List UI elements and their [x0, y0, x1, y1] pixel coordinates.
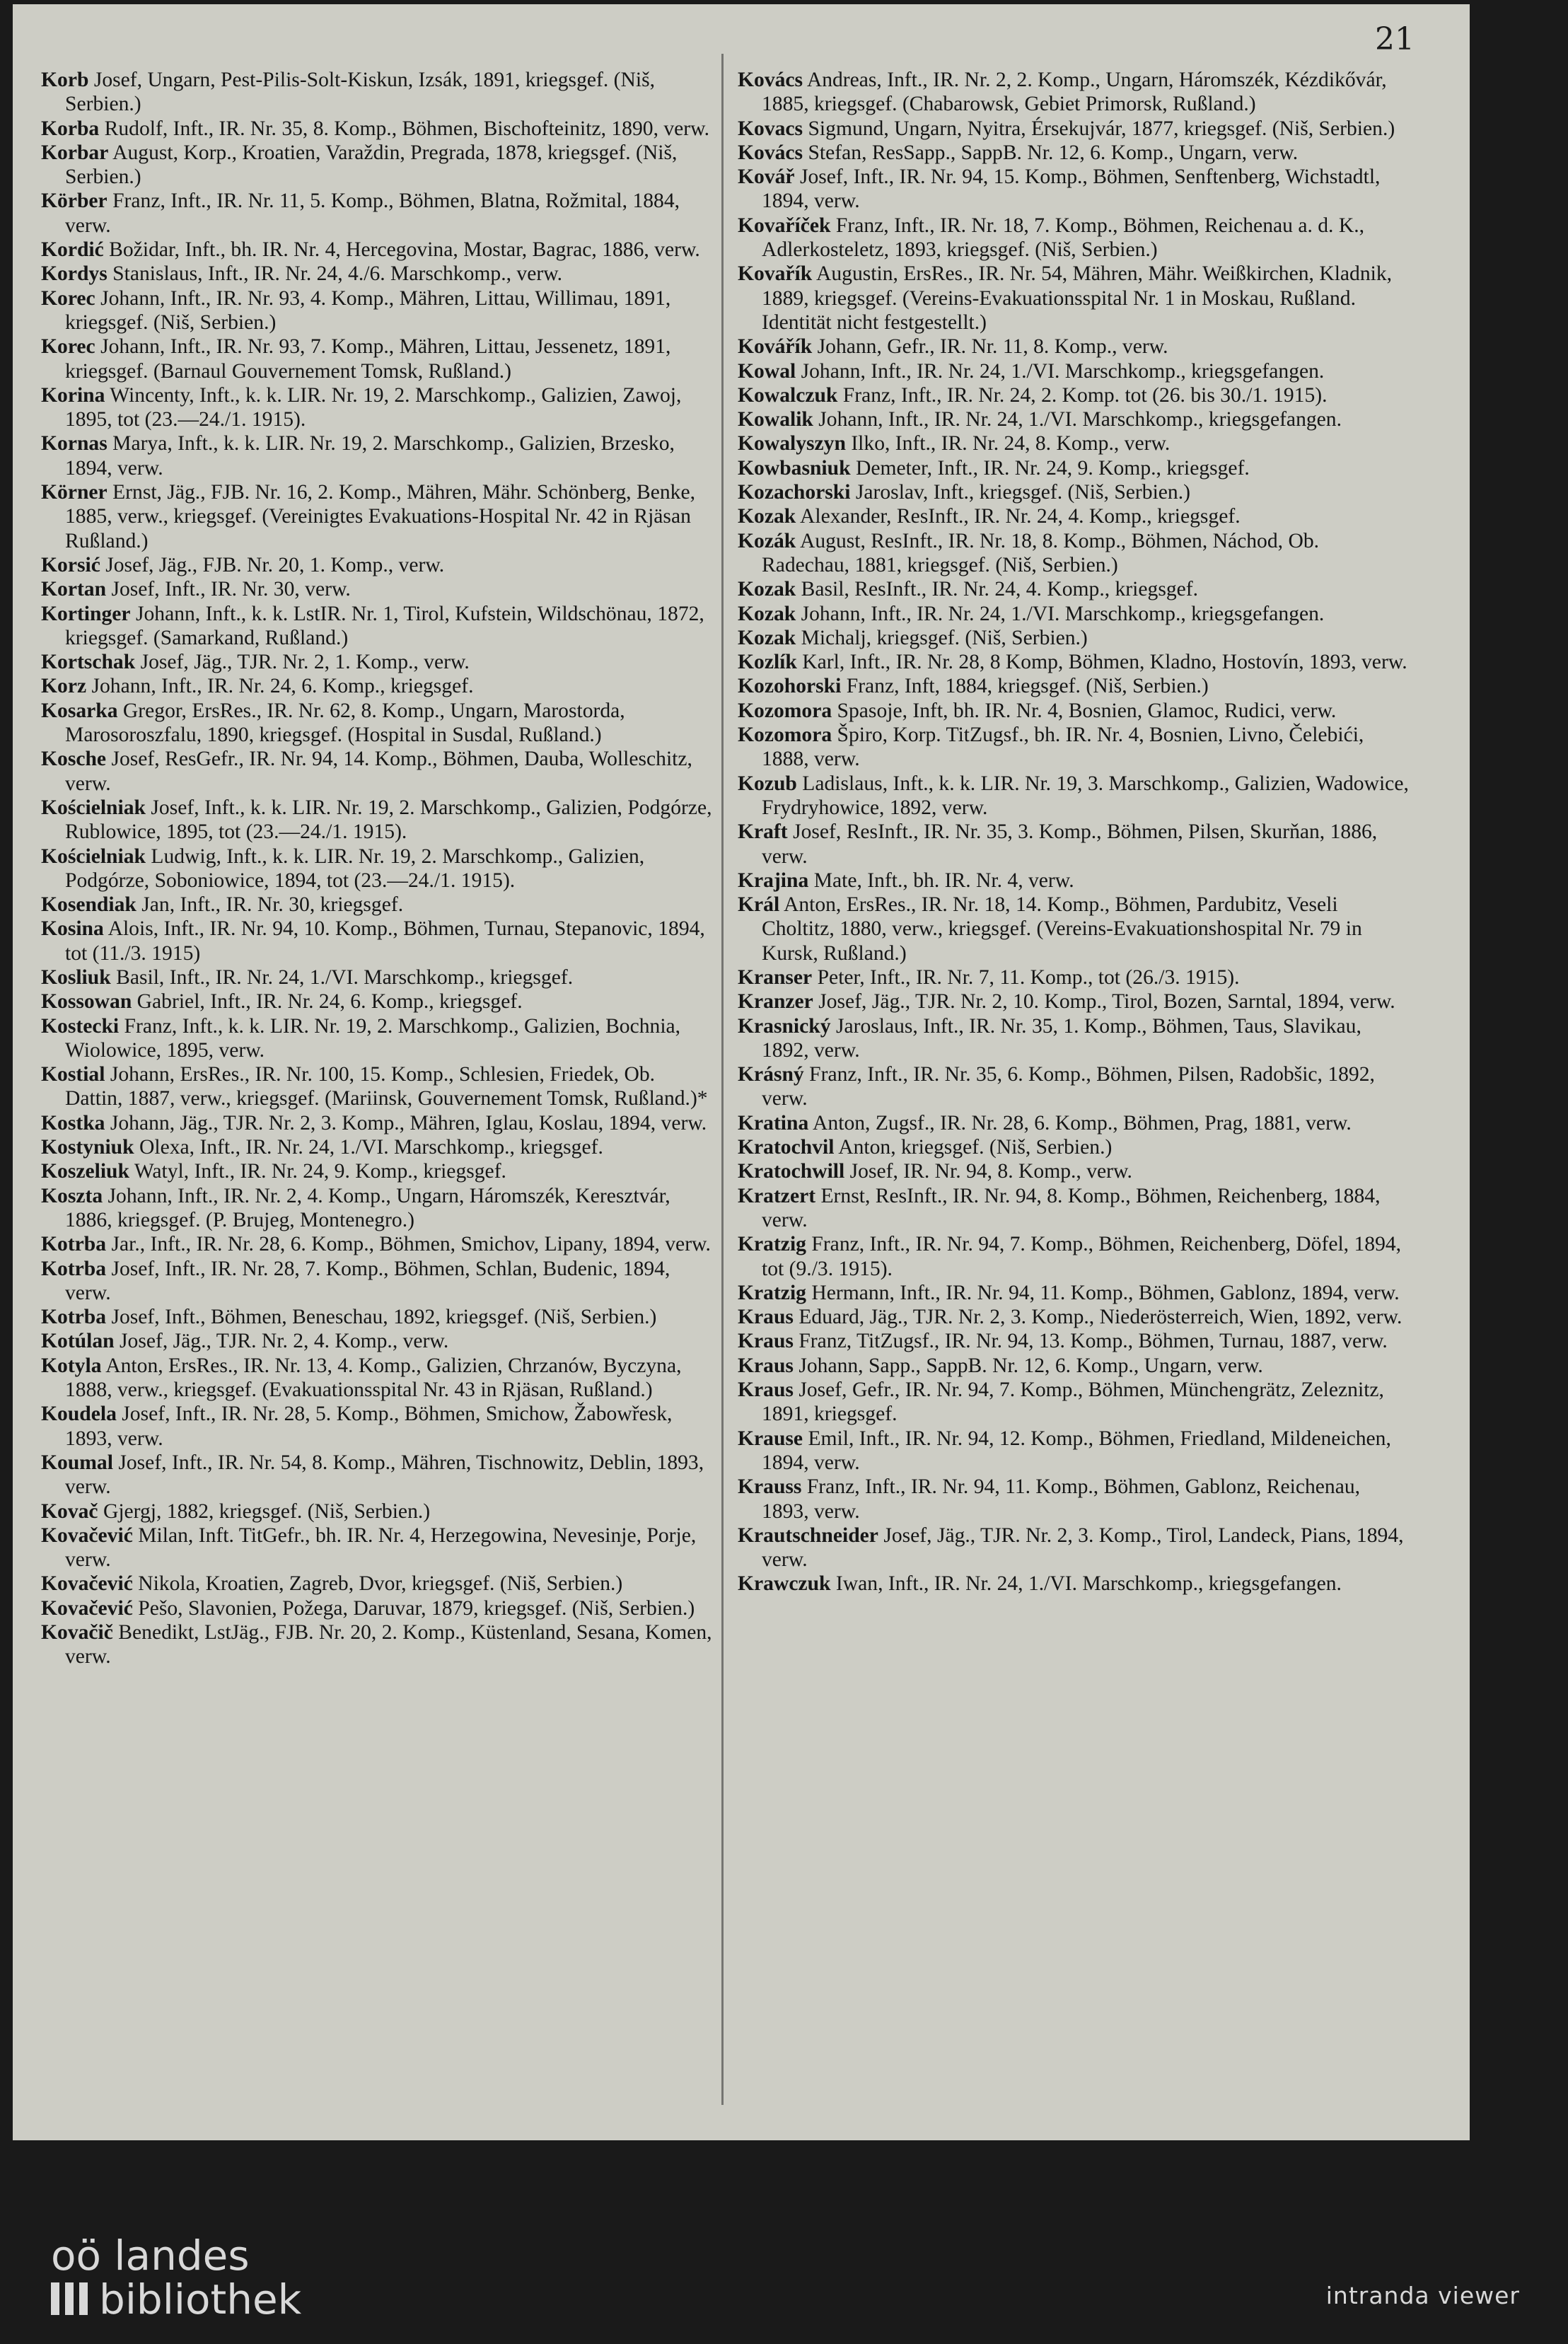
- entry-surname: Kraus: [738, 1379, 794, 1402]
- entry-details: Eduard, Jäg., TJR. Nr. 2, 3. Komp., Niederösterreich, Wien, 1892, verw.: [793, 1306, 1403, 1329]
- right-column: [738, 68, 1410, 1596]
- register-entry: [738, 577, 1410, 601]
- register-entry: [41, 1402, 713, 1451]
- library-logo[interactable]: [51, 2234, 301, 2321]
- entry-details: Ernst, ResInft., IR. Nr. 94, 8. Komp., Böhmen, Reichenberg, 1884, verw.: [762, 1184, 1381, 1231]
- entry-surname: Kotrba: [41, 1306, 107, 1329]
- entry-surname: Kowalik: [738, 408, 813, 431]
- entry-surname: Kosina: [41, 917, 104, 941]
- entry-surname: Kovačević: [41, 1596, 133, 1620]
- entry-surname: Kratochvil: [738, 1136, 835, 1159]
- entry-surname: Korec: [41, 286, 95, 310]
- entry-surname: Krawczuk: [738, 1572, 831, 1596]
- entry-details: Basil, ResInft., IR. Nr. 24, 4. Komp., kriegsgef.: [796, 578, 1199, 601]
- register-entry: [738, 1014, 1410, 1063]
- entry-details: Jar., Inft., IR. Nr. 28, 6. Komp., Böhmen, Smichov, Lipany, 1894, verw.: [106, 1233, 711, 1256]
- entry-surname: Kosarka: [41, 699, 118, 722]
- entry-surname: Kovačič: [41, 1621, 113, 1644]
- entry-surname: Kostyniuk: [41, 1136, 134, 1159]
- entry-details: Johann, Sapp., SappB. Nr. 12, 6. Komp., Ungarn, verw.: [793, 1354, 1263, 1377]
- register-entry: [738, 480, 1410, 504]
- entry-surname: Kordys: [41, 262, 108, 286]
- entry-surname: Kozomora: [738, 724, 832, 747]
- register-entry: [738, 1572, 1410, 1596]
- entry-details: Jaroslav, Inft., kriegsgef. (Niš, Serbien.): [850, 481, 1190, 504]
- register-entry: [41, 1354, 713, 1403]
- entry-details: Alexander, ResInft., IR. Nr. 24, 4. Komp., kriegsgef.: [796, 505, 1241, 528]
- entry-details: Anton, ErsRes., IR. Nr. 18, 14. Komp., Böhmen, Pardubitz, Veseli Choltitz, 1880, verw., kriegsgef. (Vereins-Evakuationshospital Nr. 79 in Kursk, Rußland.): [762, 893, 1362, 965]
- register-entry: [738, 699, 1410, 723]
- entry-details: Johann, Inft., IR. Nr. 24, 1./VI. Marschkomp., kriegsgefangen.: [813, 408, 1342, 431]
- entry-surname: Kozachorski: [738, 481, 851, 504]
- entry-surname: Kosliuk: [41, 965, 111, 989]
- register-entry: [738, 1524, 1410, 1572]
- entry-surname: Kortan: [41, 578, 107, 601]
- entry-details: Milan, Inft. TitGefr., bh. IR. Nr. 4, Herzegowina, Nevesinje, Porje, verw.: [65, 1524, 697, 1572]
- entry-surname: Kościelniak: [41, 796, 146, 819]
- left-column: [41, 68, 713, 1669]
- register-entry: [738, 869, 1410, 893]
- logo-bars-icon: [51, 2282, 93, 2315]
- register-entry: [41, 577, 713, 601]
- register-entry: [738, 1427, 1410, 1475]
- entry-surname: Kowalczuk: [738, 383, 838, 407]
- entry-details: Franz, Inft, 1884, kriegsgef. (Niš, Serbien.): [841, 675, 1209, 698]
- entry-details: Augustin, ErsRes., IR. Nr. 54, Mähren, Mähr. Weißkirchen, Kladnik, 1889, kriegsgef. (Vereins-Evakuationsspital Nr. 1 in Moskau, Rußland. Identität nicht festgestellt.): [762, 262, 1393, 334]
- register-entry: [738, 165, 1410, 214]
- register-entry: [41, 1014, 713, 1063]
- entry-details: Mate, Inft., bh. IR. Nr. 4, verw.: [808, 869, 1074, 892]
- entry-surname: Kraus: [738, 1330, 794, 1353]
- entry-surname: Kornas: [41, 432, 108, 456]
- register-entry: [41, 796, 713, 845]
- entry-surname: Kovács: [738, 69, 803, 91]
- entry-details: Josef, Inft., IR. Nr. 28, 5. Komp., Böhmen, Smichow, Žabowřesk, 1893, verw.: [65, 1403, 673, 1450]
- entry-surname: Kostecki: [41, 1014, 120, 1038]
- entry-details: Ludwig, Inft., k. k. LIR. Nr. 19, 2. Marschkomp., Galizien, Podgórze, Soboniowice, 1894, tot (23.—24./1. 1915).: [65, 845, 645, 892]
- register-entry: [41, 189, 713, 238]
- entry-surname: Korba: [41, 117, 100, 140]
- entry-surname: Koumal: [41, 1451, 113, 1474]
- entry-details: Johann, ErsRes., IR. Nr. 100, 15. Komp., Schlesien, Friedek, Ob. Dattin, 1887, verw., kriegsgef. (Mariinsk, Gouvernement Tomsk, Rußland.)*: [65, 1063, 708, 1110]
- entry-details: Josef, Inft., IR. Nr. 54, 8. Komp., Mähren, Tischnowitz, Deblin, 1893, verw.: [65, 1451, 704, 1499]
- entry-details: August, ResInft., IR. Nr. 18, 8. Komp., Böhmen, Náchod, Ob. Radechau, 1881, kriegsgef. (Niš, Serbien.): [762, 529, 1320, 576]
- register-entry: [41, 1329, 713, 1353]
- entry-details: Benedikt, LstJäg., FJB. Nr. 20, 2. Komp., Küstenland, Sesana, Komen, verw.: [65, 1621, 712, 1669]
- entry-details: Andreas, Inft., IR. Nr. 2, 2. Komp., Ungarn, Háromszék, Kézdikővár, 1885, kriegsgef. (Chabarowsk, Gebiet Primorsk, Rußland.): [762, 69, 1387, 116]
- entry-details: Josef, Jäg., TJR. Nr. 2, 10. Komp., Tirol, Bozen, Sarntal, 1894, verw.: [813, 990, 1395, 1014]
- register-entry: [738, 1329, 1410, 1353]
- entry-surname: Korbar: [41, 141, 109, 164]
- entry-details: Božidar, Inft., bh. IR. Nr. 4, Hercegovina, Mostar, Bagrac, 1886, verw.: [103, 238, 700, 262]
- register-entry: [41, 1596, 713, 1620]
- entry-details: Špiro, Korp. TitZugsf., bh. IR. Nr. 4, Bosnien, Livno, Čelebići, 1888, verw.: [762, 724, 1364, 771]
- register-entry: [41, 917, 713, 965]
- entry-surname: Krauss: [738, 1475, 802, 1499]
- entry-details: Franz, Inft., IR. Nr. 11, 5. Komp., Böhmen, Blatna, Rožmital, 1884, verw.: [65, 190, 680, 237]
- entry-details: Josef, Jäg., TJR. Nr. 2, 3. Komp., Tirol, Landeck, Pians, 1894, verw.: [762, 1524, 1404, 1572]
- register-entry: [738, 893, 1410, 965]
- entry-details: Franz, Inft., IR. Nr. 94, 7. Komp., Böhmen, Reichenberg, Döfel, 1894, tot (9./3. 1915).: [762, 1233, 1402, 1280]
- register-entry: [41, 699, 713, 748]
- entry-surname: Kosche: [41, 748, 107, 771]
- entry-details: Stefan, ResSapp., SappB. Nr. 12, 6. Komp., Ungarn, verw.: [803, 141, 1299, 164]
- entry-details: Anton, ErsRes., IR. Nr. 13, 4. Komp., Galizien, Chrzanów, Byczyna, 1888, verw., kriegsgef. (Evakuationsspital Nr. 43 in Rjäsan, Rußland.): [65, 1354, 682, 1402]
- entry-details: Josef, Jäg., FJB. Nr. 20, 1. Komp., verw.: [100, 553, 445, 576]
- entry-surname: Kraus: [738, 1354, 794, 1377]
- entry-details: Josef, Inft., IR. Nr. 30, verw.: [106, 578, 351, 601]
- register-entry: [738, 214, 1410, 262]
- entry-surname: Kraft: [738, 820, 788, 844]
- entry-surname: Kortschak: [41, 651, 136, 674]
- entry-surname: Kordić: [41, 238, 104, 262]
- scanned-page: [13, 4, 1470, 2140]
- entry-surname: Kovačević: [41, 1572, 133, 1596]
- register-entry: [41, 431, 713, 480]
- entry-surname: Koszeliuk: [41, 1160, 129, 1183]
- entry-surname: Kovács: [738, 141, 803, 164]
- register-entry: [738, 1135, 1410, 1159]
- entry-surname: Koudela: [41, 1403, 117, 1426]
- entry-surname: Kranser: [738, 965, 813, 989]
- entry-details: Josef, IR. Nr. 94, 8. Komp., verw.: [844, 1160, 1132, 1183]
- entry-surname: Kowalyszyn: [738, 432, 846, 456]
- entry-surname: Kozlík: [738, 651, 797, 674]
- register-entry: [738, 1062, 1410, 1111]
- entry-surname: Kozak: [738, 602, 796, 625]
- entry-details: Franz, Inft., IR. Nr. 35, 6. Komp., Böhmen, Pilsen, Radobšic, 1892, verw.: [762, 1063, 1375, 1110]
- register-entry: [41, 1184, 713, 1233]
- entry-surname: Kozomora: [738, 699, 832, 722]
- entry-surname: Kozak: [738, 578, 796, 601]
- register-entry: [738, 117, 1410, 141]
- register-entry: [41, 1232, 713, 1256]
- entry-surname: Kościelniak: [41, 845, 146, 868]
- entry-surname: Kowal: [738, 359, 796, 383]
- logo-line-2: bibliothek: [99, 2275, 302, 2323]
- register-entry: [738, 529, 1410, 578]
- entry-surname: Körner: [41, 481, 108, 504]
- entry-details: Josef, Inft., k. k. LIR. Nr. 19, 2. Marschkomp., Galizien, Podgórze, Rublowice, 1895, tot (23.—24./1. 1915).: [65, 796, 712, 844]
- register-entry: [738, 141, 1410, 165]
- register-entry: [41, 1524, 713, 1572]
- register-entry: [738, 1378, 1410, 1427]
- entry-surname: Kozak: [738, 505, 796, 528]
- column-divider: [721, 54, 724, 2105]
- entry-details: Rudolf, Inft., IR. Nr. 35, 8. Komp., Böhmen, Bischofteinitz, 1890, verw.: [99, 117, 710, 140]
- register-entry: [41, 238, 713, 262]
- register-entry: [738, 504, 1410, 528]
- entry-surname: Kranzer: [738, 990, 813, 1014]
- entry-surname: Korz: [41, 675, 87, 698]
- entry-surname: Kozák: [738, 529, 796, 552]
- register-entry: [738, 1232, 1410, 1281]
- entry-details: Alois, Inft., IR. Nr. 94, 10. Komp., Böhmen, Turnau, Stepanovic, 1894, tot (11./3. 1915): [65, 917, 705, 965]
- entry-surname: Kostial: [41, 1063, 105, 1086]
- register-entry: [41, 1111, 713, 1135]
- entry-details: Josef, ResInft., IR. Nr. 35, 3. Komp., Böhmen, Pilsen, Skurňan, 1886, verw.: [762, 820, 1378, 868]
- entry-surname: Krautschneider: [738, 1524, 878, 1547]
- entry-details: Franz, Inft., IR. Nr. 94, 11. Komp., Böhmen, Gablonz, Reichenau, 1893, verw.: [762, 1475, 1361, 1523]
- entry-surname: Koszta: [41, 1184, 103, 1207]
- entry-surname: Kraus: [738, 1306, 794, 1329]
- entry-details: Franz, TitZugsf., IR. Nr. 94, 13. Komp., Böhmen, Turnau, 1887, verw.: [793, 1330, 1388, 1353]
- entry-surname: Korsić: [41, 553, 100, 576]
- register-entry: [41, 990, 713, 1014]
- logo-line-1: oö landes: [51, 2232, 250, 2280]
- entry-details: Josef, Jäg., TJR. Nr. 2, 1. Komp., verw.: [135, 651, 470, 674]
- entry-details: Ladislaus, Inft., k. k. LIR. Nr. 19, 3. Marschkomp., Galizien, Wadowice, Frydryhowice, 1892, verw.: [762, 772, 1409, 819]
- register-entry: [41, 335, 713, 383]
- register-entry: [738, 1354, 1410, 1378]
- register-entry: [41, 141, 713, 190]
- entry-surname: Kratzert: [738, 1184, 816, 1207]
- entry-surname: Kovačević: [41, 1524, 133, 1547]
- register-entry: [41, 1451, 713, 1499]
- register-entry: [41, 1620, 713, 1669]
- register-entry: [41, 286, 713, 335]
- entry-details: Gjergj, 1882, kriegsgef. (Niš, Serbien.): [98, 1499, 431, 1523]
- register-entry: [41, 965, 713, 990]
- entry-details: Josef, ResGefr., IR. Nr. 94, 14. Komp., Böhmen, Dauba, Wolleschitz, verw.: [65, 748, 692, 795]
- entry-surname: Kotrba: [41, 1257, 107, 1280]
- register-entry: [41, 1257, 713, 1306]
- register-entry: [738, 456, 1410, 480]
- entry-surname: Körber: [41, 190, 108, 213]
- register-entry: [41, 674, 713, 698]
- register-entry: [738, 68, 1410, 117]
- entry-details: Josef, Inft., IR. Nr. 94, 15. Komp., Böhmen, Senftenberg, Wichstadtl, 1894, verw.: [762, 166, 1381, 213]
- entry-details: Wincenty, Inft., k. k. LIR. Nr. 19, 2. Marschkomp., Galizien, Zawoj, 1895, tot (23.—24./1. 1915).: [65, 383, 682, 431]
- register-entry: [41, 553, 713, 577]
- register-entry: [41, 1159, 713, 1183]
- register-entry: [738, 602, 1410, 626]
- entry-surname: Kotrba: [41, 1233, 107, 1256]
- entry-details: Hermann, Inft., IR. Nr. 94, 11. Komp., Böhmen, Gablonz, 1894, verw.: [806, 1281, 1400, 1304]
- register-entry: [738, 820, 1410, 869]
- register-entry: [738, 1281, 1410, 1305]
- viewer-brand[interactable]: intranda viewer: [1325, 2282, 1520, 2309]
- entry-details: Franz, Inft., IR. Nr. 24, 2. Komp. tot (26. bis 30./1. 1915).: [837, 383, 1328, 407]
- entry-details: Peter, Inft., IR. Nr. 7, 11. Komp., tot (26./3. 1915).: [812, 965, 1240, 989]
- entry-details: Nikola, Kroatien, Zagreb, Dvor, kriegsgef. (Niš, Serbien.): [132, 1572, 623, 1596]
- register-entry: [41, 747, 713, 796]
- register-entry: [738, 990, 1410, 1014]
- entry-details: Pešo, Slavonien, Požega, Daruvar, 1879, kriegsgef. (Niš, Serbien.): [132, 1596, 695, 1620]
- entry-details: Stanislaus, Inft., IR. Nr. 24, 4./6. Marschkomp., verw.: [107, 262, 563, 286]
- register-entry: [738, 1111, 1410, 1135]
- register-entry: [738, 1305, 1410, 1329]
- entry-surname: Krause: [738, 1427, 803, 1450]
- register-entry: [738, 1184, 1410, 1233]
- register-entry: [738, 650, 1410, 674]
- entry-details: Spasoje, Inft, bh. IR. Nr. 4, Bosnien, Glamoc, Rudici, verw.: [832, 699, 1337, 722]
- entry-details: Johann, Inft., IR. Nr. 24, 6. Komp., kriegsgef.: [86, 675, 474, 698]
- entry-details: Gabriel, Inft., IR. Nr. 24, 6. Komp., kriegsgef.: [132, 990, 523, 1014]
- register-entry: [41, 845, 713, 893]
- register-entry: [41, 1062, 713, 1111]
- entry-details: Josef, Gefr., IR. Nr. 94, 7. Komp., Böhmen, Münchengrätz, Zeleznitz, 1891, kriegsgef.: [762, 1379, 1384, 1426]
- entry-details: Ernst, Jäg., FJB. Nr. 16, 2. Komp., Mähren, Mähr. Schönberg, Benke, 1885, verw., kriegsgef. (Vereinigtes Evakuations-Hospital Nr. 42 in Rjäsan Rußland.): [65, 481, 695, 552]
- entry-surname: Kovářík: [738, 335, 813, 359]
- entry-surname: Kozohorski: [738, 675, 842, 698]
- entry-details: Marya, Inft., k. k. LIR. Nr. 19, 2. Marschkomp., Galizien, Brzesko, 1894, verw.: [65, 432, 675, 480]
- entry-details: Emil, Inft., IR. Nr. 94, 12. Komp., Böhmen, Friedland, Mildeneichen, 1894, verw.: [762, 1427, 1391, 1474]
- entry-details: Johann, Gefr., IR. Nr. 11, 8. Komp., verw.: [812, 335, 1168, 359]
- register-entry: [738, 407, 1410, 431]
- entry-surname: Krásný: [738, 1063, 804, 1086]
- register-entry: [738, 431, 1410, 456]
- entry-details: August, Korp., Kroatien, Varaždin, Pregrada, 1878, kriegsgef. (Niš, Serbien.): [65, 141, 678, 189]
- entry-details: Josef, Ungarn, Pest-Pilis-Solt-Kiskun, Izsák, 1891, kriegsgef. (Niš, Serbien.): [65, 69, 656, 116]
- register-entry: [738, 723, 1410, 772]
- entry-details: Johann, Inft., IR. Nr. 24, 1./VI. Marschkomp., kriegsgefangen.: [796, 602, 1325, 625]
- register-entry: [41, 1572, 713, 1596]
- entry-surname: Kortinger: [41, 602, 131, 625]
- entry-surname: Kotúlan: [41, 1330, 115, 1353]
- entry-details: Gregor, ErsRes., IR. Nr. 62, 8. Komp., Ungarn, Marostorda, Marosoroszfalu, 1890, kriegsgef. (Hospital in Susdal, Rußland.): [65, 699, 625, 747]
- entry-details: Johann, Inft., IR. Nr. 2, 4. Komp., Ungarn, Háromszék, Keresztvár, 1886, kriegsgef. (P. Brujeg, Montenegro.): [65, 1184, 670, 1231]
- entry-details: Johann, Inft., IR. Nr. 93, 4. Komp., Mähren, Littau, Willimau, 1891, kriegsgef. (Niš, Serbien.): [65, 286, 671, 334]
- entry-surname: Kozub: [738, 772, 797, 795]
- entry-details: Johann, Inft., IR. Nr. 93, 7. Komp., Mähren, Littau, Jessenetz, 1891, kriegsgef. (Barnaul Gouvernement Tomsk, Rußland.): [65, 335, 671, 383]
- entry-details: Franz, Inft., IR. Nr. 18, 7. Komp., Böhmen, Reichenau a. d. K., Adlerkosteletz, 1893, kriegsgef. (Niš, Serbien.): [762, 214, 1365, 262]
- entry-surname: Kostka: [41, 1111, 105, 1135]
- entry-surname: Kowbasniuk: [738, 456, 851, 480]
- register-entry: [738, 965, 1410, 990]
- entry-details: Karl, Inft., IR. Nr. 28, 8 Komp, Böhmen, Kladno, Hostovín, 1893, verw.: [796, 651, 1407, 674]
- register-entry: [41, 1499, 713, 1524]
- register-entry: [738, 1475, 1410, 1524]
- register-entry: [41, 1305, 713, 1329]
- register-entry: [738, 1159, 1410, 1183]
- entry-surname: Kratina: [738, 1111, 809, 1135]
- page-number: 21: [1375, 21, 1415, 57]
- entry-details: Jaroslaus, Inft., IR. Nr. 35, 1. Komp., Böhmen, Taus, Slavikau, 1892, verw.: [762, 1014, 1361, 1062]
- entry-surname: Krajina: [738, 869, 809, 892]
- entry-surname: Krasnický: [738, 1014, 831, 1038]
- entry-surname: Kozak: [738, 626, 796, 649]
- entry-surname: Kosendiak: [41, 893, 137, 917]
- entry-details: Johann, Jäg., TJR. Nr. 2, 3. Komp., Mähren, Iglau, Koslau, 1894, verw.: [105, 1111, 707, 1135]
- entry-surname: Kratochwill: [738, 1160, 845, 1183]
- register-entry: [41, 1135, 713, 1159]
- register-entry: [41, 117, 713, 141]
- entry-details: Jan, Inft., IR. Nr. 30, kriegsgef.: [136, 893, 404, 917]
- entry-details: Franz, Inft., k. k. LIR. Nr. 19, 2. Marschkomp., Galizien, Bochnia, Wiolowice, 1895, verw.: [65, 1014, 681, 1062]
- register-entry: [41, 650, 713, 674]
- register-entry: [41, 602, 713, 651]
- viewer-footer: [0, 2150, 1568, 2344]
- register-entry: [738, 674, 1410, 698]
- entry-surname: Kratzig: [738, 1233, 806, 1256]
- entry-surname: Korec: [41, 335, 95, 359]
- register-entry: [41, 262, 713, 286]
- entry-details: Iwan, Inft., IR. Nr. 24, 1./VI. Marschkomp., kriegsgefangen.: [830, 1572, 1342, 1596]
- register-entry: [41, 480, 713, 553]
- register-entry: [738, 383, 1410, 407]
- entry-surname: Kovář: [738, 166, 795, 189]
- entry-details: Olexa, Inft., IR. Nr. 24, 1./VI. Marschkomp., kriegsgef.: [134, 1136, 603, 1159]
- register-entry: [738, 626, 1410, 650]
- entry-surname: Kotyla: [41, 1354, 102, 1377]
- register-entry: [738, 359, 1410, 383]
- register-entry: [738, 772, 1410, 820]
- entry-surname: Kossowan: [41, 990, 132, 1014]
- entry-details: Anton, Zugsf., IR. Nr. 28, 6. Komp., Böhmen, Prag, 1881, verw.: [808, 1111, 1352, 1135]
- entry-surname: Kovaříček: [738, 214, 831, 237]
- entry-surname: Kovařík: [738, 262, 813, 286]
- register-entry: [41, 68, 713, 117]
- register-entry: [738, 335, 1410, 359]
- entry-surname: Kovacs: [738, 117, 803, 140]
- entry-surname: Král: [738, 893, 780, 917]
- entry-details: Josef, Jäg., TJR. Nr. 2, 4. Komp., verw.: [114, 1330, 449, 1353]
- entry-details: Watyl, Inft., IR. Nr. 24, 9. Komp., kriegsgef.: [129, 1160, 506, 1183]
- entry-surname: Korb: [41, 69, 89, 91]
- entry-details: Basil, Inft., IR. Nr. 24, 1./VI. Marschkomp., kriegsgef.: [110, 965, 574, 989]
- register-entry: [41, 383, 713, 432]
- entry-surname: Korina: [41, 383, 105, 407]
- entry-surname: Kratzig: [738, 1281, 806, 1304]
- entry-details: Johann, Inft., k. k. LstIR. Nr. 1, Tirol, Kufstein, Wildschönau, 1872, kriegsgef. (Samarkand, Rußland.): [65, 602, 704, 649]
- register-entry: [738, 262, 1410, 335]
- entry-details: Josef, Inft., Böhmen, Beneschau, 1892, kriegsgef. (Niš, Serbien.): [106, 1306, 657, 1329]
- entry-details: Sigmund, Ungarn, Nyitra, Érsekujvár, 1877, kriegsgef. (Niš, Serbien.): [803, 117, 1395, 140]
- entry-details: Anton, kriegsgef. (Niš, Serbien.): [834, 1136, 1113, 1159]
- entry-details: Josef, Inft., IR. Nr. 28, 7. Komp., Böhmen, Schlan, Budenic, 1894, verw.: [65, 1257, 670, 1304]
- entry-details: Demeter, Inft., IR. Nr. 24, 9. Komp., kriegsgef.: [850, 456, 1250, 480]
- entry-details: Johann, Inft., IR. Nr. 24, 1./VI. Marschkomp., kriegsgefangen.: [796, 359, 1325, 383]
- entry-surname: Kovač: [41, 1499, 98, 1523]
- entry-details: Michalj, kriegsgef. (Niš, Serbien.): [796, 626, 1088, 649]
- register-entry: [41, 893, 713, 917]
- entry-details: Ilko, Inft., IR. Nr. 24, 8. Komp., verw.: [845, 432, 1171, 456]
